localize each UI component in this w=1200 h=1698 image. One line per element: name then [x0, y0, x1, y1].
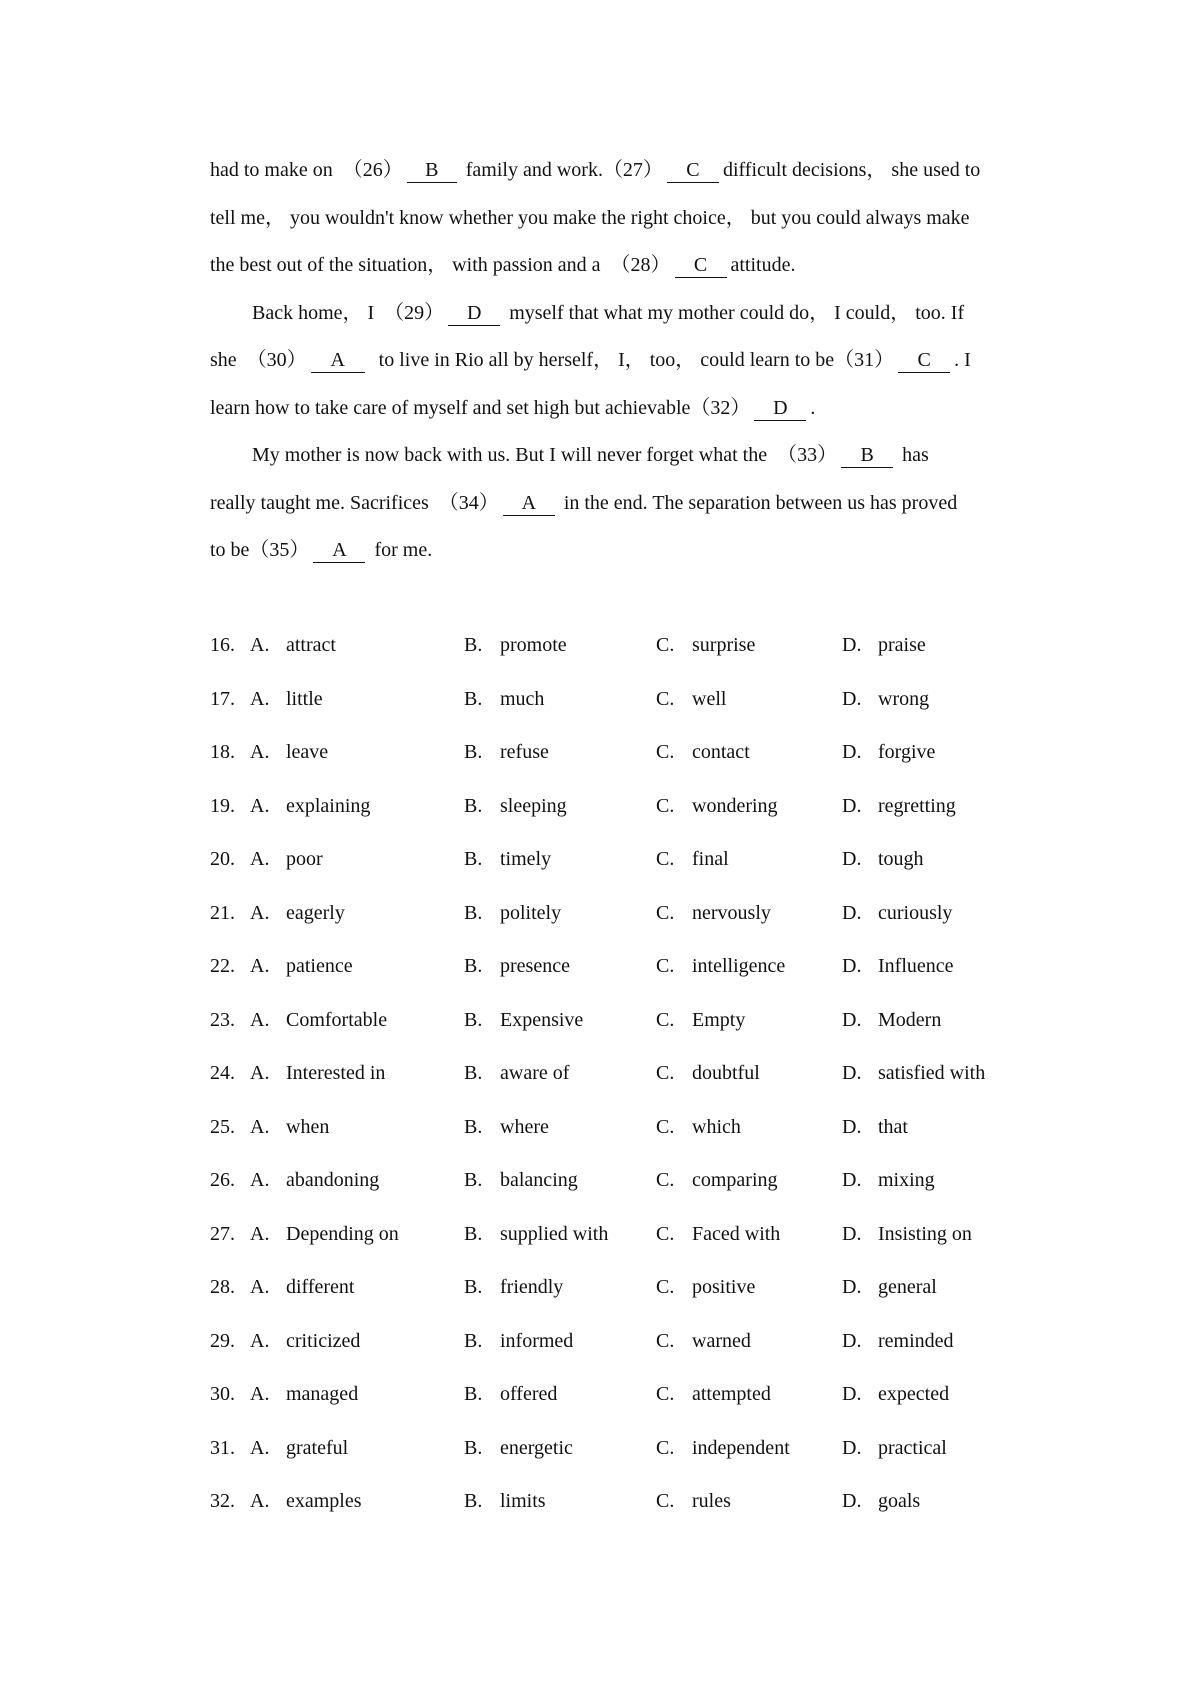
option-a: A. patience [250, 955, 353, 977]
question-number: 29. [210, 1329, 235, 1352]
passage-line: learn how to take care of myself and set high but achievable（32） D . [210, 396, 816, 419]
option-b: B. where [464, 1115, 549, 1138]
option-d: D. forgive [842, 741, 936, 763]
option-c: C. surprise [656, 634, 756, 656]
option-b: B. presence [464, 955, 570, 977]
passage-line: My mother is now back with us. But I will never forget what the （33） B has [252, 444, 929, 466]
question-number: 27. [210, 1222, 235, 1245]
option-a: A. different [250, 1276, 355, 1298]
question-number: 31. [210, 1436, 235, 1459]
question-number: 26. [210, 1169, 235, 1191]
question-row [210, 1324, 1030, 1378]
option-d: D. regretting [842, 794, 956, 817]
option-b: B. refuse [464, 741, 549, 763]
option-b: B. promote [464, 634, 567, 656]
option-c: C. wondering [656, 794, 778, 817]
option-d: D. reminded [842, 1329, 954, 1352]
option-d: D. wrong [842, 687, 930, 710]
question-row [210, 1377, 1030, 1431]
passage-line: to be（35） A for me. [210, 539, 433, 561]
options-list [210, 628, 1030, 1538]
option-c: C. independent [656, 1436, 790, 1459]
option-a: A. leave [250, 741, 329, 763]
question-row [210, 789, 1030, 843]
option-d: D. mixing [842, 1169, 935, 1191]
option-c: C. attempted [656, 1383, 771, 1405]
option-c: C. comparing [656, 1169, 778, 1191]
answer-blank-35: A [313, 538, 365, 563]
option-a: A. grateful [250, 1436, 349, 1459]
option-a: A. Comfortable [250, 1008, 388, 1031]
answer-blank-32: D [754, 396, 806, 421]
question-row [210, 735, 1030, 789]
question-row [210, 1056, 1030, 1110]
option-c: C. doubtful [656, 1062, 760, 1084]
passage-line: had to make on （26） B family and work.（27） C difficult decisions， she used to [210, 159, 981, 181]
question-row [210, 1270, 1030, 1324]
answer-blank-30: A [311, 348, 365, 373]
option-a: A. explaining [250, 794, 371, 817]
question-row [210, 1003, 1030, 1057]
question-number: 30. [210, 1383, 235, 1405]
option-c: C. Empty [656, 1008, 746, 1031]
option-b: B. friendly [464, 1276, 564, 1298]
question-number: 19. [210, 794, 235, 817]
option-d: D. Insisting on [842, 1222, 972, 1245]
question-number: 21. [210, 901, 235, 924]
question-row [210, 896, 1030, 950]
option-a: A. when [250, 1115, 330, 1138]
answer-blank-29: D [448, 301, 500, 326]
question-row [210, 1163, 1030, 1217]
question-row [210, 682, 1030, 736]
option-b: B. politely [464, 901, 562, 924]
option-b: B. timely [464, 848, 552, 870]
answer-blank-28: C [675, 253, 727, 278]
option-b: B. sleeping [464, 794, 567, 817]
option-b: B. supplied with [464, 1222, 609, 1245]
option-a: A. attract [250, 634, 336, 656]
question-row [210, 842, 1030, 896]
option-a: A. abandoning [250, 1169, 380, 1191]
option-a: A. little [250, 687, 323, 710]
option-d: D. curiously [842, 901, 953, 924]
option-a: A. Depending on [250, 1222, 399, 1245]
option-c: C. well [656, 687, 727, 710]
option-b: B. Expensive [464, 1008, 584, 1031]
question-number: 16. [210, 634, 235, 656]
option-d: D. tough [842, 848, 924, 870]
option-c: C. contact [656, 741, 750, 763]
option-d: D. that [842, 1115, 908, 1138]
question-number: 24. [210, 1062, 235, 1084]
option-a: A. managed [250, 1383, 359, 1405]
option-c: C. warned [656, 1329, 751, 1352]
passage [210, 150, 1030, 578]
answer-blank-26: B [407, 158, 457, 183]
option-c: C. Faced with [656, 1222, 781, 1245]
question-row [210, 949, 1030, 1003]
option-d: D. Influence [842, 955, 954, 977]
question-number: 17. [210, 687, 235, 710]
passage-line: really taught me. Sacrifices （34） A in the end. The separation between us has proved [210, 491, 958, 514]
option-d: D. practical [842, 1436, 947, 1459]
option-c: C. final [656, 848, 729, 870]
answer-blank-34: A [503, 491, 555, 516]
option-b: B. aware of [464, 1062, 570, 1084]
option-a: A. criticized [250, 1329, 361, 1352]
question-number: 25. [210, 1115, 235, 1138]
option-a: A. examples [250, 1490, 362, 1512]
option-b: B. balancing [464, 1169, 578, 1191]
option-c: C. nervously [656, 901, 771, 924]
answer-blank-33: B [841, 443, 893, 468]
question-number: 23. [210, 1008, 235, 1031]
question-number: 28. [210, 1276, 235, 1298]
question-number: 32. [210, 1490, 235, 1512]
option-a: A. poor [250, 848, 323, 870]
option-c: C. intelligence [656, 955, 786, 977]
option-d: D. praise [842, 634, 926, 656]
question-row [210, 628, 1030, 682]
passage-line: Back home， I （29） D myself that what my mother could do， I could， too. If [252, 301, 965, 324]
option-d: D. Modern [842, 1008, 942, 1031]
answer-blank-27: C [667, 158, 719, 183]
question-number: 18. [210, 741, 235, 763]
option-d: D. general [842, 1276, 937, 1298]
option-c: C. positive [656, 1276, 756, 1298]
option-a: A. Interested in [250, 1062, 386, 1084]
question-row [210, 1110, 1030, 1164]
option-d: D. satisfied with [842, 1062, 986, 1084]
option-b: B. energetic [464, 1436, 573, 1459]
passage-line: she （30） A to live in Rio all by herself， I， too， could learn to be（31） C . I [210, 349, 971, 371]
question-number: 22. [210, 955, 235, 977]
question-row [210, 1484, 1030, 1538]
question-row [210, 1431, 1030, 1485]
passage-line: tell me， you wouldn't know whether you make the right choice， but you could always make [210, 206, 970, 229]
option-d: D. expected [842, 1383, 950, 1405]
option-b: B. offered [464, 1383, 558, 1405]
option-c: C. which [656, 1115, 741, 1138]
answer-blank-31: C [898, 348, 950, 373]
option-b: B. much [464, 687, 545, 710]
passage-line: the best out of the situation， with passion and a （28） C attitude. [210, 254, 796, 276]
option-b: B. limits [464, 1490, 546, 1512]
question-number: 20. [210, 848, 235, 870]
option-d: D. goals [842, 1490, 921, 1512]
option-c: C. rules [656, 1490, 731, 1512]
question-row [210, 1217, 1030, 1271]
option-a: A. eagerly [250, 901, 345, 924]
option-b: B. informed [464, 1329, 574, 1352]
